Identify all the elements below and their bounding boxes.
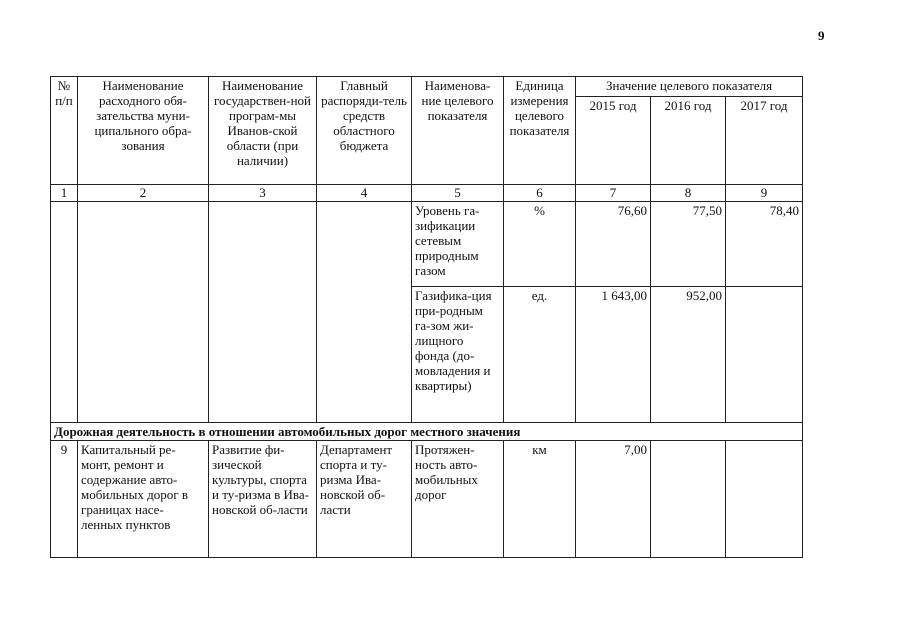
column-number: 9 xyxy=(726,185,803,202)
column-number: 6 xyxy=(504,185,576,202)
manager-cell: Департамент спорта и ту-ризма Ива-новской об-ласти xyxy=(317,441,412,558)
header-num: № п/п xyxy=(51,77,78,185)
value-2017-cell xyxy=(726,287,803,423)
program-cell: Развитие фи-зической культуры, спорта и ту-ризма в Ива-новской об-ласти xyxy=(209,441,317,558)
empty-cell xyxy=(209,202,317,423)
header-year-2016: 2016 год xyxy=(651,97,726,185)
column-number: 2 xyxy=(78,185,209,202)
column-number: 8 xyxy=(651,185,726,202)
column-number: 4 xyxy=(317,185,412,202)
column-number: 5 xyxy=(412,185,504,202)
header-unit: Единица измерения целевого показателя xyxy=(504,77,576,185)
table-row xyxy=(51,441,803,558)
header-obligation: Наименование расходного обя-зательства муни-ципального обра-зования xyxy=(78,77,209,185)
column-number-row xyxy=(51,185,803,202)
column-number: 1 xyxy=(51,185,78,202)
value-2017-cell: 78,40 xyxy=(726,202,803,287)
value-2016-cell: 952,00 xyxy=(651,287,726,423)
value-2015-cell: 7,00 xyxy=(576,441,651,558)
header-program: Наименование государствен-ной програм-мы Иванов-ской области (при наличии) xyxy=(209,77,317,185)
row-number-cell: 9 xyxy=(51,441,78,558)
value-2017-cell xyxy=(726,441,803,558)
header-indicator: Наименова-ние целевого показателя xyxy=(412,77,504,185)
header-year-2017: 2017 год xyxy=(726,97,803,185)
empty-cell xyxy=(51,202,78,423)
header-manager: Главный распоряди-тель средств областного бюджета xyxy=(317,77,412,185)
unit-cell: % xyxy=(504,202,576,287)
section-title: Дорожная деятельность в отношении автомобильных дорог местного значения xyxy=(51,423,803,441)
table-row xyxy=(51,202,803,287)
unit-cell: км xyxy=(504,441,576,558)
column-number: 7 xyxy=(576,185,651,202)
value-2015-cell: 76,60 xyxy=(576,202,651,287)
value-2016-cell xyxy=(651,441,726,558)
empty-cell xyxy=(78,202,209,423)
header-target-group: Значение целевого показателя xyxy=(576,77,803,97)
value-2016-cell: 77,50 xyxy=(651,202,726,287)
empty-cell xyxy=(317,202,412,423)
page-number: 9 xyxy=(818,28,825,43)
target-indicators-table xyxy=(50,76,803,558)
header-row-top xyxy=(51,77,803,97)
indicator-cell: Газифика-ция при-родным га-зом жи-лищного фонда (до-мовладения и квартиры) xyxy=(412,287,504,423)
indicator-cell: Уровень га-зификации сетевым природным газом xyxy=(412,202,504,287)
indicator-cell: Протяжен-ность авто-мобильных дорог xyxy=(412,441,504,558)
obligation-cell: Капитальный ре-монт, ремонт и содержание авто-мобильных дорог в границах насе-ленных пунктов xyxy=(78,441,209,558)
section-row xyxy=(51,423,803,441)
value-2015-cell: 1 643,00 xyxy=(576,287,651,423)
header-year-2015: 2015 год xyxy=(576,97,651,185)
column-number: 3 xyxy=(209,185,317,202)
unit-cell: ед. xyxy=(504,287,576,423)
